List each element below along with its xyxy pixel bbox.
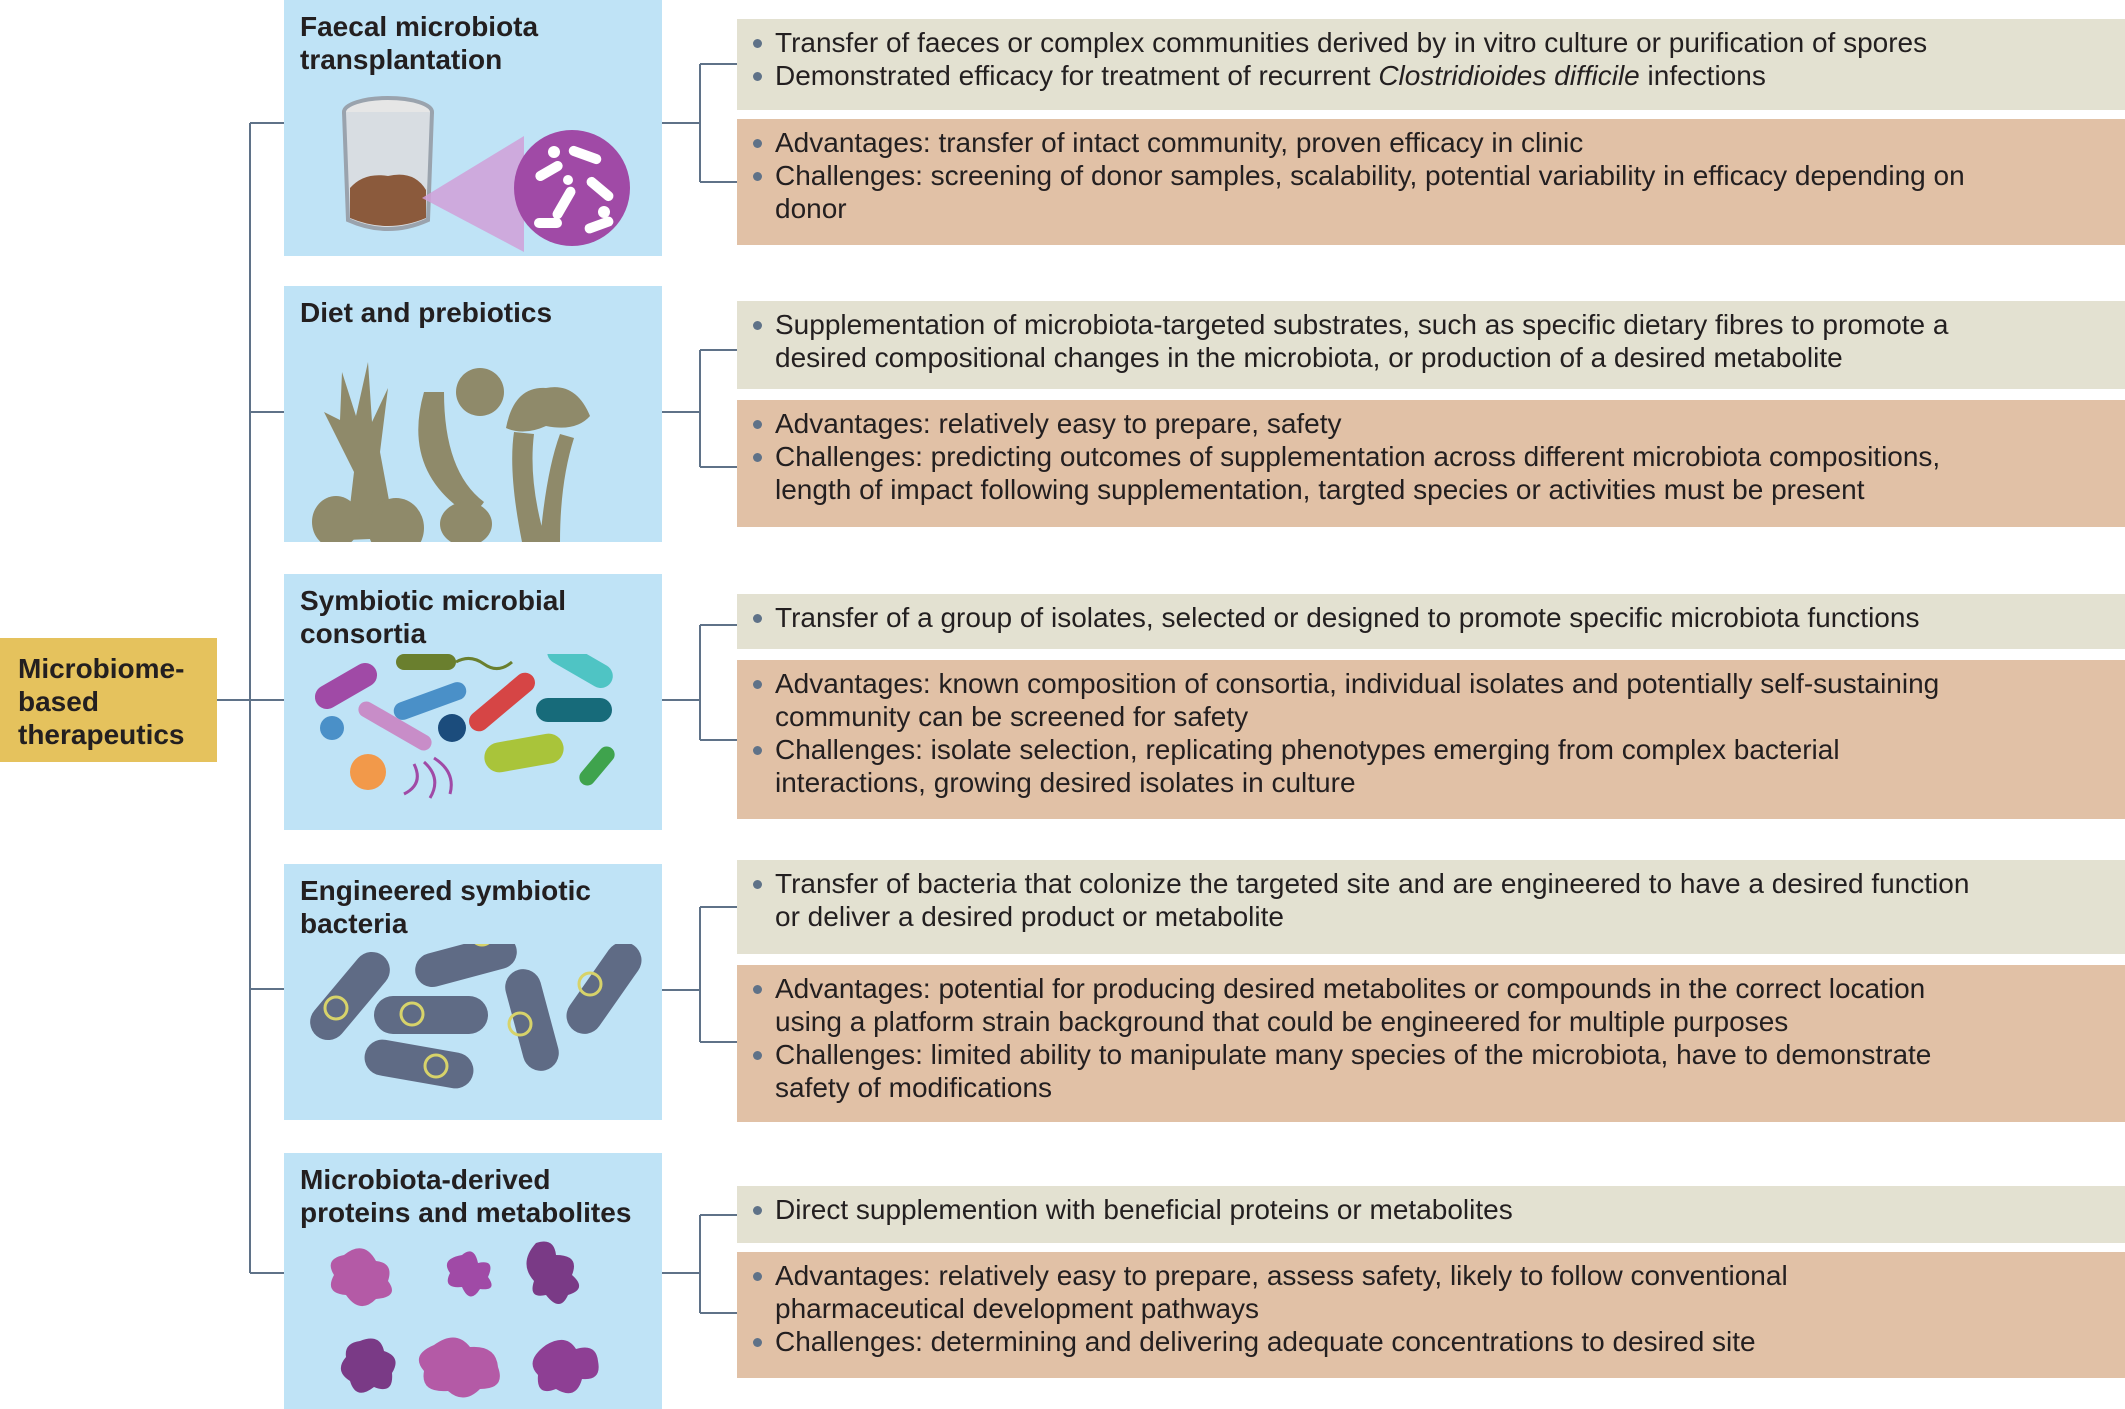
- category-title: Engineered symbiotic bacteria: [300, 875, 591, 939]
- description-box: [737, 1186, 2125, 1243]
- category-title: Symbiotic microbial consortia: [300, 585, 567, 649]
- root-node-microbiome-therapeutics: [0, 638, 217, 762]
- advantages-item-continued: community can be screened for safety: [775, 701, 1249, 732]
- advantages-item: Advantages: potential for producing desired metabolites or compounds in the correct location: [775, 972, 2113, 1005]
- root-label-line: Microbiome-: [18, 653, 185, 684]
- root-label-line: therapeutics: [18, 719, 185, 750]
- category-panel-consortia: [284, 574, 662, 830]
- vegetables-and-fruits-silhouettes-icon: [284, 338, 662, 542]
- category-title: Microbiota-derived proteins and metabolites: [300, 1164, 632, 1228]
- category-title: Diet and prebiotics: [300, 297, 553, 328]
- description-item-continued: or deliver a desired product or metabolite: [775, 901, 1284, 932]
- advantages-item-continued: using a platform strain background that could be engineered for multiple purposes: [775, 1006, 1789, 1037]
- challenges-item-continued: interactions, growing desired isolates in culture: [775, 767, 1356, 798]
- description-box: [737, 594, 2125, 649]
- advantages-item-continued: pharmaceutical development pathways: [775, 1293, 1260, 1324]
- advantages-challenges-box: [737, 119, 2125, 245]
- category-panel-proteins-metabolites: [284, 1153, 662, 1409]
- challenges-item: Challenges: isolate selection, replicating phenotypes emerging from complex bacterial: [775, 733, 2113, 766]
- challenges-item: Challenges: screening of donor samples, scalability, potential variability in efficacy depending on: [775, 159, 2113, 192]
- description-item: Direct supplemention with beneficial proteins or metabolites: [775, 1193, 2113, 1226]
- advantages-challenges-box: [737, 965, 2125, 1122]
- description-item-continued: desired compositional changes in the microbiota, or production of a desired metabolite: [775, 342, 1843, 373]
- challenges-item-continued: safety of modifications: [775, 1072, 1053, 1103]
- advantages-item: Advantages: relatively easy to prepare, safety: [775, 407, 2113, 440]
- protein-metabolite-blobs-icon: [284, 1233, 662, 1409]
- advantages-item: Advantages: known composition of consortia, individual isolates and potentially self-sustaining: [775, 667, 2113, 700]
- description-box: [737, 19, 2125, 110]
- description-box: [737, 301, 2125, 389]
- description-item: Transfer of a group of isolates, selected or designed to promote specific microbiota functions: [775, 601, 2113, 634]
- category-panel-diet: [284, 286, 662, 542]
- advantages-challenges-box: [737, 1252, 2125, 1378]
- description-item: Transfer of faeces or complex communities derived by in vitro culture or purification of spores: [775, 26, 2113, 59]
- engineered-bacteria-with-plasmids-icon: [284, 944, 662, 1120]
- category-panel-fmt: [284, 0, 662, 256]
- colourful-bacteria-mix-icon: [284, 654, 662, 830]
- stool-jar-with-microbe-magnifier-icon: [284, 80, 662, 256]
- advantages-challenges-box: [737, 400, 2125, 527]
- challenges-item: Challenges: predicting outcomes of supplementation across different microbiota compositions,: [775, 440, 2113, 473]
- description-item: Transfer of bacteria that colonize the targeted site and are engineered to have a desired function: [775, 867, 2113, 900]
- root-label-line: based: [18, 686, 99, 717]
- advantages-item: Advantages: transfer of intact community, proven efficacy in clinic: [775, 126, 2113, 159]
- advantages-challenges-box: [737, 660, 2125, 819]
- description-item: Demonstrated efficacy for treatment of recurrent Clostridioides difficile infections: [775, 59, 2113, 92]
- challenges-item-continued: donor: [775, 193, 847, 224]
- challenges-item-continued: length of impact following supplementation, targted species or activities must be present: [775, 474, 1865, 505]
- category-panel-engineered: [284, 864, 662, 1120]
- challenges-item: Challenges: determining and delivering adequate concentrations to desired site: [775, 1325, 2113, 1358]
- description-item: Supplementation of microbiota-targeted substrates, such as specific dietary fibres to promote a: [775, 308, 2113, 341]
- advantages-item: Advantages: relatively easy to prepare, assess safety, likely to follow conventional: [775, 1259, 2113, 1292]
- challenges-item: Challenges: limited ability to manipulate many species of the microbiota, have to demonstrate: [775, 1038, 2113, 1071]
- category-title: Faecal microbiota transplantation: [300, 11, 539, 75]
- description-box: [737, 860, 2125, 954]
